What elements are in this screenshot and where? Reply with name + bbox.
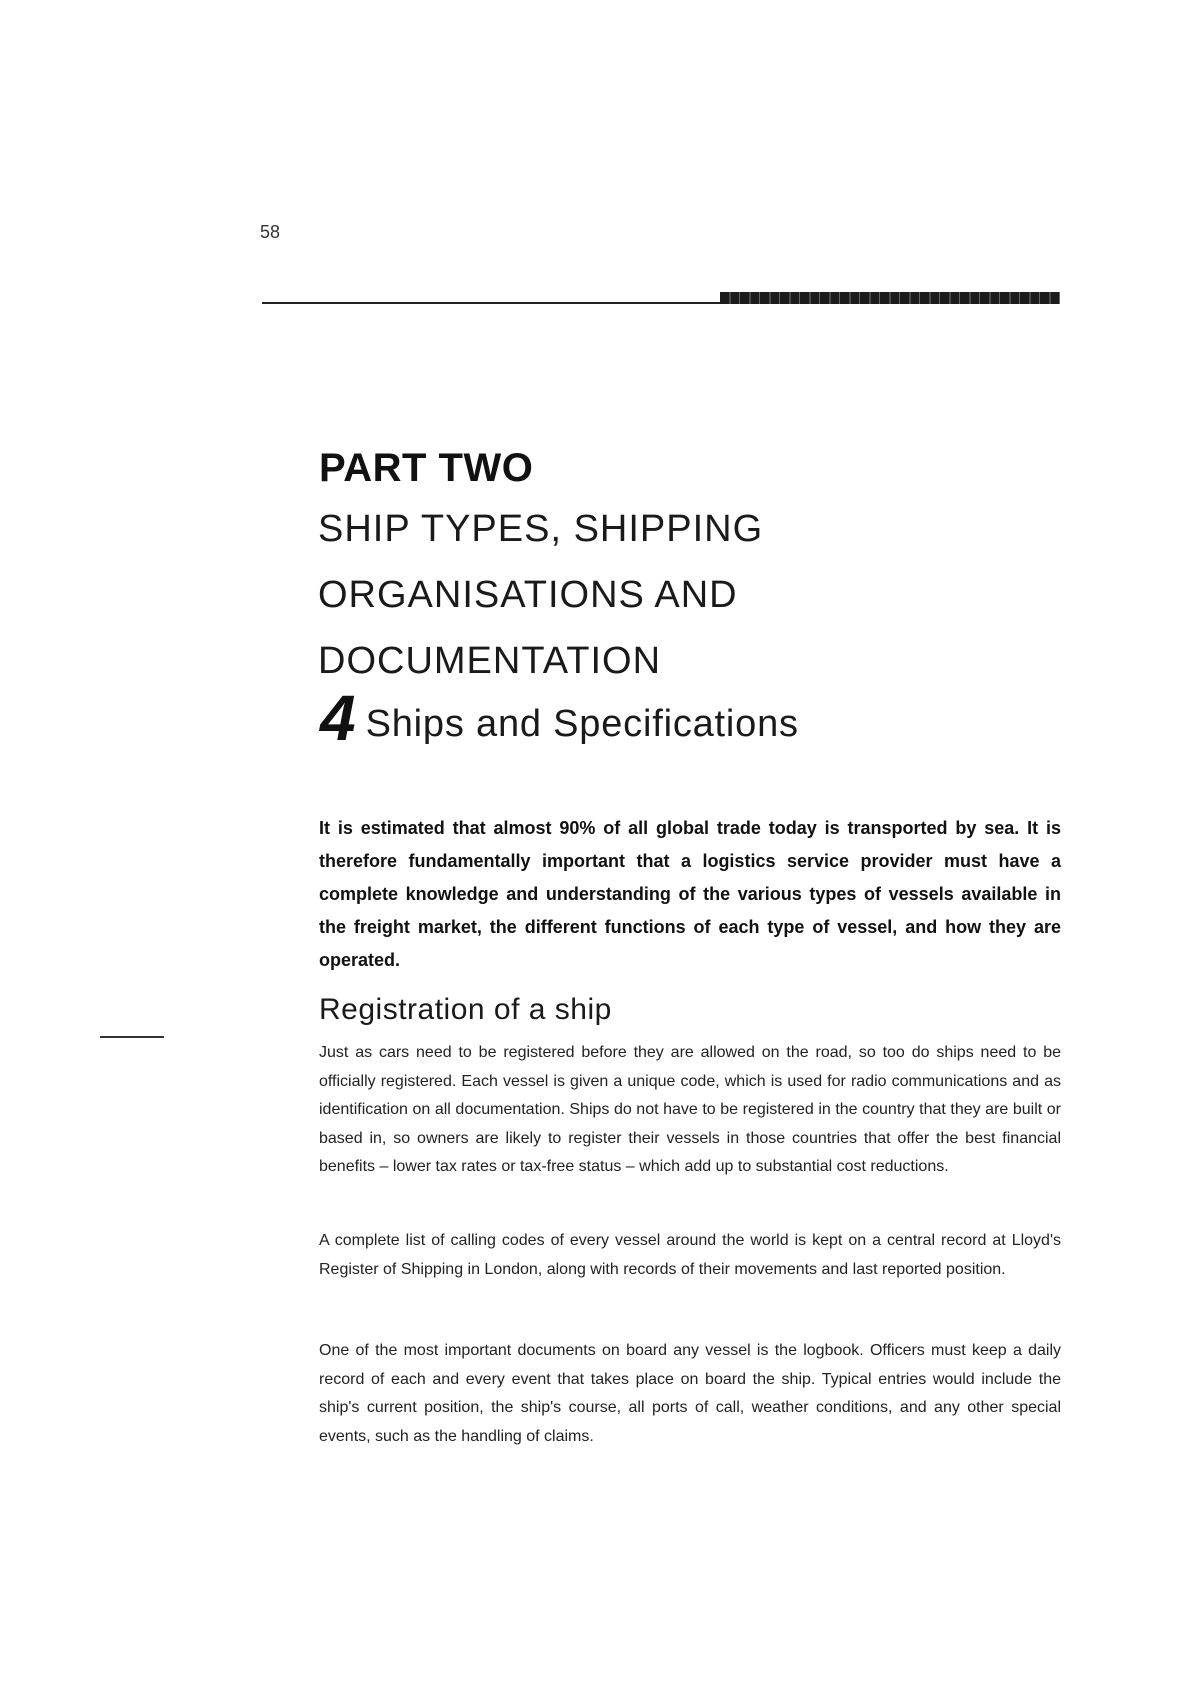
part-label: PART TWO bbox=[319, 446, 534, 490]
part-title-line: SHIP TYPES, SHIPPING bbox=[318, 508, 764, 550]
section-heading: Registration of a ship bbox=[319, 993, 612, 1026]
intro-paragraph: It is estimated that almost 90% of all global trade today is transported by sea. It is therefore fundamentally important that a logistics service provider must have a complete knowledge and understanding of the various types of vessels available in the freight market, the different functions of each type of vessel, and how they are operated. bbox=[319, 818, 1061, 970]
part-title-line: DOCUMENTATION bbox=[318, 640, 662, 682]
chapter-title: Ships and Specifications bbox=[365, 703, 799, 745]
chapter-heading bbox=[320, 682, 799, 754]
margin-mark bbox=[100, 1036, 164, 1038]
part-title bbox=[318, 496, 1018, 694]
body-paragraph: A complete list of calling codes of every vessel around the world is kept on a central record at Lloyd's Register of Shipping in London, along with records of their movements and last reported position. bbox=[319, 1232, 1061, 1278]
body-paragraph: Just as cars need to be registered before they are allowed on the road, so too do ships need to be officially registered. Each vessel is given a unique code, which is used for radio communications and as identification on all documentation. Ships do not have to be registered in the country that they are built or based in, so owners are likely to register their vessels in those countries that offer the best financial benefits – lower tax rates or tax-free status – which add up to substantial cost reductions. bbox=[319, 1044, 1061, 1175]
header-rule-thin bbox=[262, 302, 722, 304]
part-title-line: ORGANISATIONS AND bbox=[318, 574, 738, 616]
header-rule-thick bbox=[720, 292, 1060, 304]
chapter-number: 4 bbox=[320, 682, 354, 754]
page-number: 58 bbox=[260, 222, 281, 242]
header-rule bbox=[262, 290, 1060, 306]
body-paragraph: One of the most important documents on board any vessel is the logbook. Officers must keep a daily record of each and every event that takes place on board the ship. Typical entries would include the ship's current position, the ship's course, all ports of call, weather conditions, and any other special events, such as the handling of claims. bbox=[319, 1342, 1061, 1445]
